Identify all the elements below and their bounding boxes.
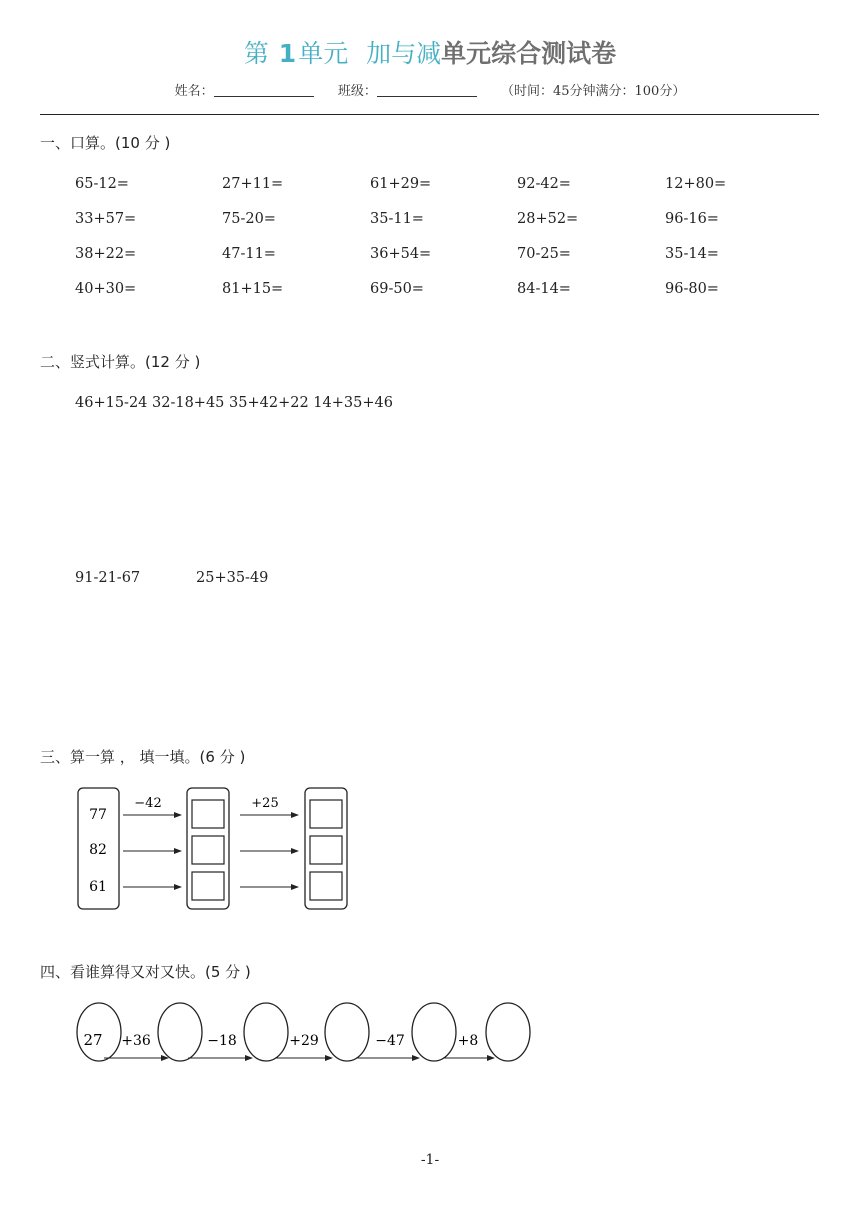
section-2-heading: 二、竖式计算。(12 分 ) [40,353,201,371]
answer-box[interactable] [192,872,224,900]
fill-in-diagram [70,780,360,916]
title-rest: 单元综合测试卷 [441,39,617,68]
header-divider [40,114,819,115]
title-unit-suffix: 单元 [298,39,349,68]
mental-math-item: 75-20= [222,211,276,227]
mental-math-item: 69-50= [370,281,424,297]
answer-box[interactable] [192,800,224,828]
mental-math-item: 38+22= [75,246,137,262]
vertical-calc-item: 25+35-49 [196,570,269,586]
chain-operation: −18 [207,1033,237,1049]
vertical-calc-row-1: 46+15-24 32-18+45 35+42+22 14+35+46 [75,395,393,411]
chain-circle[interactable] [486,1003,530,1061]
title-topic: 加与减 [366,39,442,68]
chain-operation: +29 [289,1033,319,1049]
mental-math-item: 92-42= [517,176,571,192]
mental-math-item: 61+29= [370,176,432,192]
section-3-heading: 三、算一算 ， 填一填。(6 分 ) [40,748,246,766]
mental-math-item: 47-11= [222,246,276,262]
chain-circle[interactable] [412,1003,456,1061]
chain-circle[interactable] [158,1003,202,1061]
answer-box[interactable] [310,872,342,900]
answer-column [187,788,229,909]
page-number: -1- [420,1152,440,1168]
name-field[interactable] [214,96,314,97]
name-label: 姓名： [174,84,214,99]
answer-box[interactable] [192,836,224,864]
answer-box[interactable] [310,800,342,828]
mental-math-item: 27+11= [222,176,284,192]
mental-math-item: 96-16= [665,211,719,227]
operation-label: +25 [251,796,279,811]
operation-label: −42 [134,796,162,811]
answer-column [305,788,347,909]
start-value: 77 [89,807,107,823]
start-value: 82 [89,842,107,858]
chain-circle[interactable] [325,1003,369,1061]
start-value: 61 [89,879,107,895]
answer-box[interactable] [310,836,342,864]
chain-operation: +36 [121,1033,151,1049]
chain-operation: +8 [457,1033,479,1049]
mental-math-item: 35-14= [665,246,719,262]
time-note: （时间：45分钟满分：100分） [500,84,686,99]
mental-math-item: 36+54= [370,246,432,262]
chain-operation: −47 [375,1033,405,1049]
section-1-heading: 一、口算。(10 分 ) [40,134,171,152]
chain-calc-diagram [70,998,540,1068]
class-field[interactable] [377,96,477,97]
title-unit-prefix: 第 [243,39,269,68]
page-title [0,34,860,70]
mental-math-item: 33+57= [75,211,137,227]
mental-math-item: 35-11= [370,211,424,227]
mental-math-item: 40+30= [75,281,137,297]
mental-math-item: 81+15= [222,281,284,297]
vertical-calc-item: 91-21-67 [75,570,141,586]
mental-math-item: 96-80= [665,281,719,297]
mental-math-item: 70-25= [517,246,571,262]
section-4-heading: 四、看谁算得又对又快。(5 分 ) [40,963,251,981]
title-unit-number: 1 [278,39,297,68]
student-info-line [0,80,860,99]
chain-circle[interactable] [244,1003,288,1061]
chain-start-value: 27 [83,1031,103,1049]
mental-math-item: 28+52= [517,211,579,227]
mental-math-item: 65-12= [75,176,129,192]
mental-math-item: 84-14= [517,281,571,297]
mental-math-item: 12+80= [665,176,727,192]
class-label: 班级： [337,84,377,99]
